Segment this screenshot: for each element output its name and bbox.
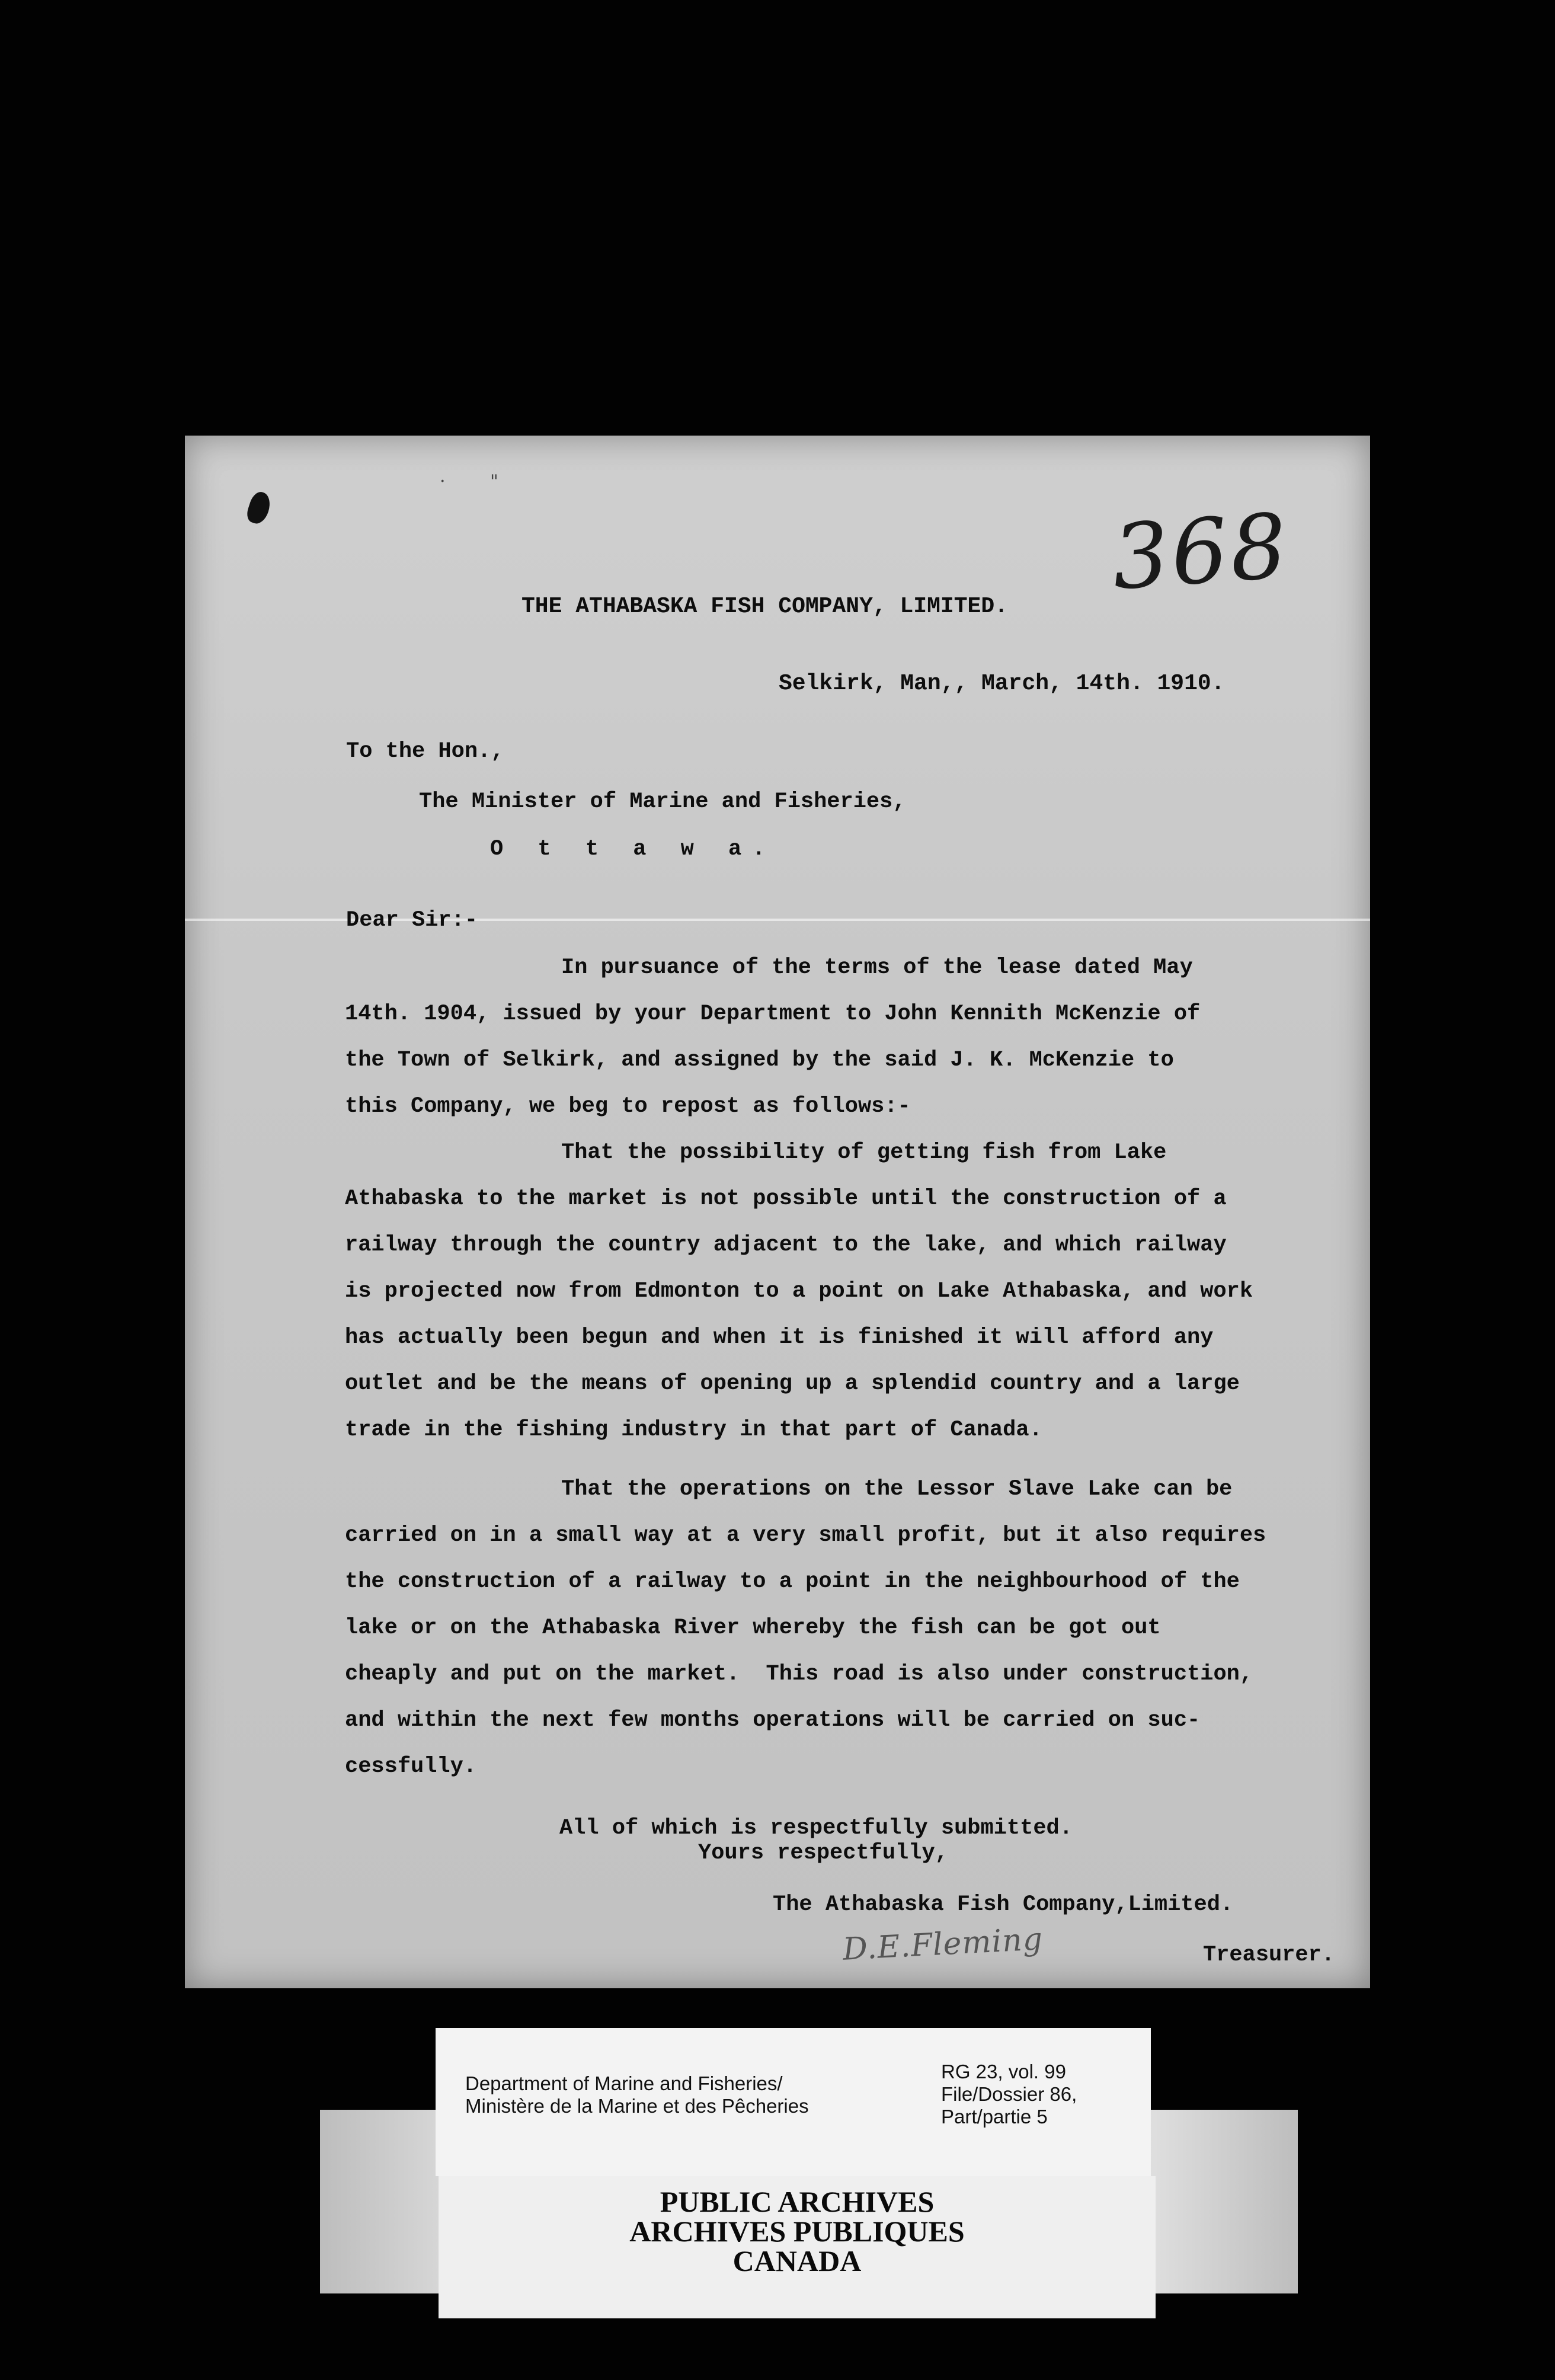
body-line: has actually been begun and when it is finished it will afford any [345,1325,1214,1350]
department-line: Ministère de la Marine et des Pêcheries [465,2095,809,2117]
archive-reference-card [436,2028,1151,2176]
body-line: this Company, we beg to repost as follows:- [345,1094,911,1119]
handwritten-signature: D.E.Fleming [842,1921,1044,1968]
body-line: lake or on the Athabaska River whereby the fish can be got out [345,1616,1161,1640]
department-name [465,2072,809,2117]
signature-company: The Athabaska Fish Company,Limited. [773,1892,1234,1917]
body-line: cheaply and put on the market. This road is also under construction, [345,1662,1253,1687]
body-line: railway through the country adjacent to the lake, and which railway [345,1233,1227,1258]
addressee-line: To the Hon., [346,739,504,764]
signature-title: Treasurer. [1203,1943,1335,1968]
body-line: and within the next few months operations will be carried on suc- [345,1708,1201,1733]
letter-page [185,436,1370,1988]
stray-mark: · [440,471,446,492]
stamp-line: PUBLIC ARCHIVES [660,2185,935,2218]
archive-reference [941,2061,1077,2128]
stamp-line: CANADA [732,2244,862,2277]
body-line: That the possibility of getting fish from Lake [561,1140,1167,1165]
body-line: Athabaska to the market is not possible until the construction of a [345,1186,1227,1211]
reference-line: RG 23, vol. 99 [941,2061,1066,2082]
body-line: trade in the fishing industry in that part of Canada. [345,1418,1042,1442]
letterhead: THE ATHABASKA FISH COMPANY, LIMITED. [521,594,1008,619]
handwritten-file-number: 368 [1109,494,1293,610]
stray-mark: " [490,471,498,492]
dateline: Selkirk, Man,, March, 14th. 1910. [779,671,1225,696]
body-line: 14th. 1904, issued by your Department to John Kennith McKenzie of [345,1002,1201,1026]
body-line: cessfully. [345,1754,477,1779]
department-line: Department of Marine and Fisheries/ [465,2072,783,2094]
body-line: is projected now from Edmonton to a point on Lake Athabaska, and work [345,1279,1253,1304]
body-line: the Town of Selkirk, and assigned by the said J. K. McKenzie to [345,1048,1174,1073]
greeting: Dear Sir:- [346,908,478,933]
reference-line: Part/partie 5 [941,2106,1048,2128]
closing-line: All of which is respectfully submitted. [559,1816,1073,1841]
reference-line: File/Dossier 86, [941,2083,1077,2105]
complimentary-close: Yours respectfully, [698,1841,948,1866]
addressee-line: The Minister of Marine and Fisheries, [419,789,906,814]
letter-text [185,436,1370,1988]
addressee-line: O t t a w a. [490,837,776,862]
body-line: That the operations on the Lessor Slave Lake can be [561,1477,1233,1502]
body-line: outlet and be the means of opening up a splendid country and a large [345,1371,1240,1396]
stamp-line: ARCHIVES PUBLIQUES [629,2215,965,2248]
body-line: In pursuance of the terms of the lease dated May [561,955,1193,980]
body-line: the construction of a railway to a point in the neighbourhood of the [345,1569,1240,1594]
archives-stamp [439,2176,1156,2318]
body-line: carried on in a small way at a very small profit, but it also requires [345,1523,1266,1548]
